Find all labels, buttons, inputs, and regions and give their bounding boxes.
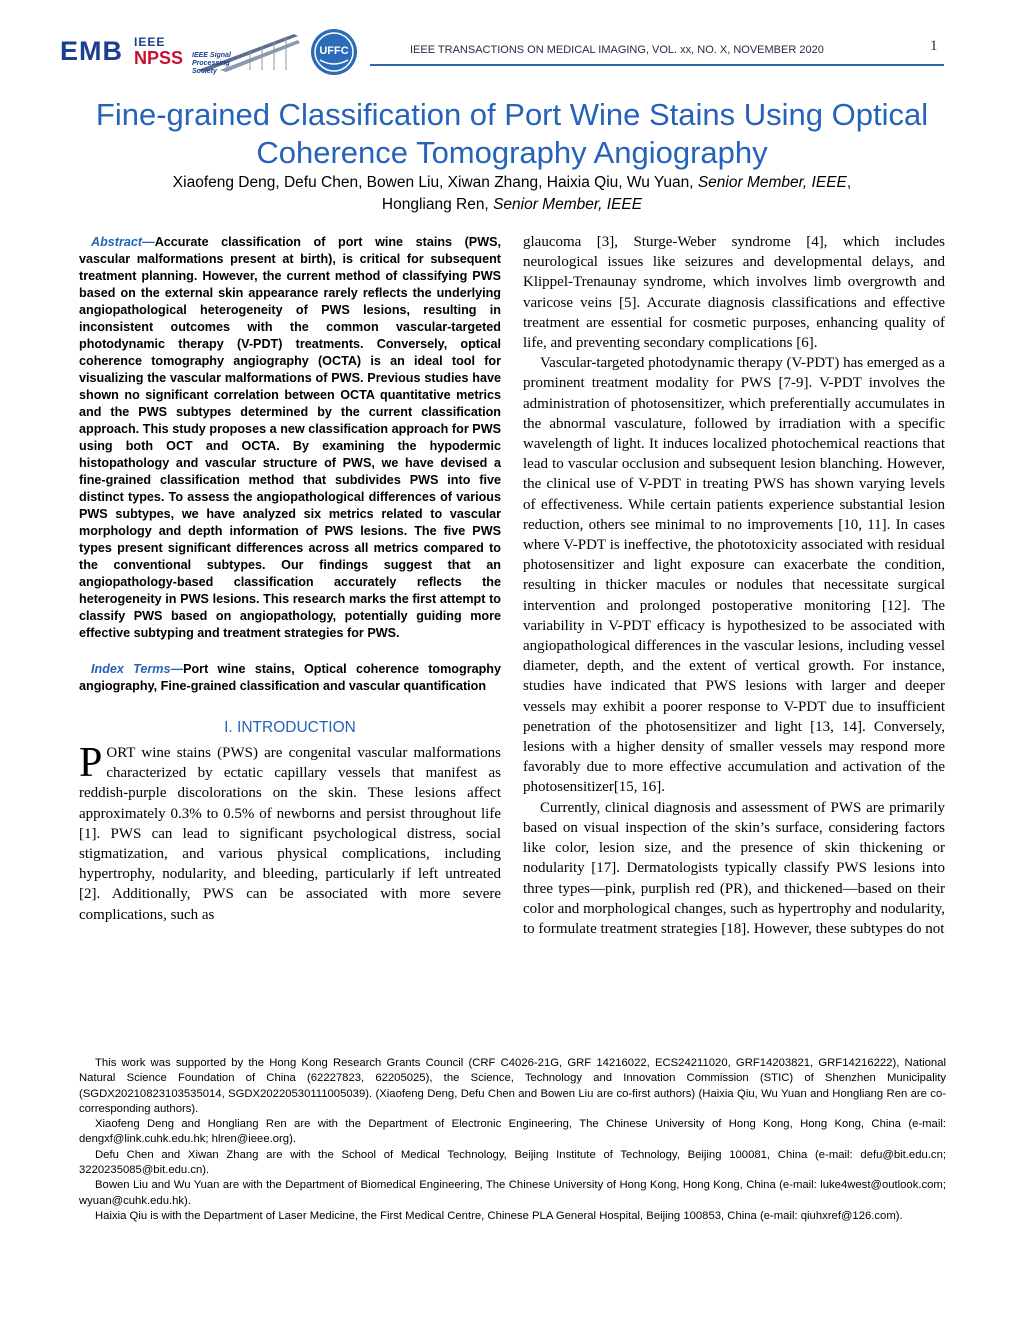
ieee-logo-text: IEEE — [134, 35, 166, 49]
footnotes — [79, 1056, 946, 1224]
author-role: Senior Member, IEEE — [493, 196, 643, 213]
abstract — [79, 234, 501, 642]
signal-processing-society-logo — [190, 30, 310, 74]
sps-logo-text: IEEE Signal Processing Society — [192, 52, 231, 75]
footnote-funding: This work was supported by the Hong Kong Research Grants Council (CRF C4026-21G, GRF 14216022, ECS24211020, GRF14203821, GRF14216222), National Natural Science Foundation of China (62227823, 62205025), the Science, Technology and Innovation Commission (STIC) of Shenzhen Municipality (SGDX20210823103535014, SGDX20220530111005039). (Xiaofeng Deng, Defu Chen and Bowen Liu are co-first authors) (Haixia Qiu, Wu Yuan and Hongliang Ren are co-corresponding authors). — [79, 1057, 946, 1115]
drop-cap: P — [79, 740, 103, 786]
author-names: Hongliang Ren, — [381, 196, 489, 213]
footnote-affiliation: Xiaofeng Deng and Hongliang Ren are with the Department of Electronic Engineering, The Chinese University of Hong Kong, Hong Kong, China (e-mail: dengxf@link.cuhk.edu.hk; hlren@ieee.org). — [79, 1118, 946, 1146]
uffc-logo — [310, 28, 358, 76]
left-column — [79, 234, 501, 925]
abstract-text: Accurate classification of port wine stains (PWS, vascular malformations present at birth), is critical for subsequent treatment planning. However, the current method of classifying PWS based on the external skin appearance rarely reflects the underlying angiopathological heterogeneity of PWS lesions, resulting in inconsistent outcomes with the common vascular-targeted photodynamic therapy (V-PDT) treatments. Conversely, optical coherence tomography angiography (OCTA) is an ideal tool for visualizing the vascular malformations of PWS. Previous studies have shown no significant correlation between OCTA quantitative metrics and the PWS subtypes determined by the current classification approach. This study proposes a new classification approach for PWS using both OCT and OCTA. By examining the hypodermic histopathology and vascular structure of PWS, we have devised a fine-grained classification method that subdivides PWS into five distinct types. To assess the angiopathological differences of various PWS subtypes, we have analyzed six metrics related to vascular morphology and depth information of PWS lesions. The five PWS types present significant differences across all metrics compared to the conventional subtypes. Our findings suggest that an angiopathology-based classification accurately reflects the heterogeneity in PWS lesions. This research marks the first attempt to classify PWS based on angiopathology, potentially guiding more effective subtyping and treatment strategies for PWS. — [79, 235, 501, 640]
intro-paragraph-3: Currently, clinical diagnosis and assessment of PWS are primarily based on visual inspection of the skin’s surface, considering factors like color, lesion size, and the presence of skin thickening or nodularity [17]. Dermatologists typically classify PWS lesions into three types—pink, purplish red (PR), and thickened—based on their color and morphological changes, such as hypertrophy and nodularity, to formulate treatment strategies [18]. However, these subtypes do not — [523, 799, 945, 937]
author-list: Xiaofeng Deng, Defu Chen, Bowen Liu, Xiwan Zhang, Haixia Qiu, Wu Yuan, Senior Member, IEEE, Hongliang Ren, Senior Member, IEEE — [172, 174, 852, 213]
section-heading-introduction: I. INTRODUCTION — [224, 719, 356, 736]
index-terms — [79, 661, 501, 695]
page-number: 1 — [930, 38, 938, 54]
society-logos — [60, 28, 360, 78]
paper-title: Fine-grained Classification of Port Wine Stains Using Optical Coherence Tomography Angiography — [95, 97, 929, 170]
journal-header: IEEE TRANSACTIONS ON MEDICAL IMAGING, VOL. xx, NO. X, NOVEMBER 2020 — [410, 44, 824, 56]
footnote-affiliation: Defu Chen and Xiwan Zhang are with the School of Medical Technology, Beijing Institute of Technology, Beijing 100081, China (e-mail: defu@bit.edu.cn; 3220235085@bit.edu.cn). — [79, 1148, 946, 1177]
right-column — [523, 232, 945, 939]
npss-logo: NPSS — [134, 48, 184, 68]
intro-paragraph-2: Vascular-targeted photodynamic therapy (V-PDT) has emerged as a prominent treatment modality for PWS [7-9]. V-PDT involves the administration of photosensitizer, which preferentially accumulates in the abnormal vasculature, followed by irradiation with a specific wavelength of light. It induces localized photochemical reactions that lead to vascular occlusion and subsequent lesion blanching. However, the clinical use of V-PDT in treating PWS has shown varying levels of effectiveness. While certain patients experience substantial lesion reduction, others see minimal to no improvements [10, 11]. In cases where V-PDT is ineffective, the phototoxicity associated with residual photosensitizer and light exposure can exacerbate the condition, resulting in thicker macules or nodules that necessitate surgical intervention and prolonged postoperative monitoring [12]. The variability in V-PDT efficacy is hypothesized to be associated with angiopathological differences in the vascular lesions, including vessel diameter, depth, and the extent of vertical growth. For instance, studies have indicated that PWS lesions with larger and deeper vessels may exhibit a poorer response to V-PDT due to insufficient penetration of the photosensitizer and light [13, 14]. Conversely, lesions with a higher density of smaller vessels may respond more favorably due to more effective accumulation and activation of the photosensitizer[15, 16]. — [523, 355, 945, 796]
footnote-affiliation: Bowen Liu and Wu Yuan are with the Department of Biomedical Engineering, The Chinese University of Hong Kong, Hong Kong, China (e-mail: luke4west@outlook.com; wyuan@cuhk.edu.hk). — [79, 1179, 946, 1207]
emb-logo: EMB — [60, 36, 123, 66]
abstract-label: Abstract— — [91, 235, 155, 249]
intro-paragraph-1-text: ORT wine stains (PWS) are congenital vascular malformations characterized by ectatic capillary vessels that manifest as reddish-purple discolorations on the skin. These lesions affect approximately 0.3% to 0.5% of newborns and persist throughout life [1]. PWS can lead to significant psychological distress, social stigmatization, and various physical complications, including hypertrophy, nodularity, and bleeding, particularly if left untreated [2]. Additionally, PWS can be associated with more severe complications, such as — [79, 745, 501, 923]
index-terms-text: Port wine stains, Optical coherence tomography angiography, Fine-grained classification and vascular quantification — [79, 662, 501, 693]
intro-paragraph-1 — [79, 740, 501, 925]
author-names: Xiaofeng Deng, Defu Chen, Bowen Liu, Xiwan Zhang, Haixia Qiu, Wu Yuan, — [172, 174, 694, 191]
author-role: Senior Member, IEEE — [697, 174, 847, 191]
index-terms-label: Index Terms— — [91, 662, 184, 676]
uffc-logo-text: UFFC — [319, 45, 349, 57]
header-rule — [370, 64, 944, 66]
intro-paragraph-1-continued: glaucoma [3], Sturge-Weber syndrome [4], which includes neurological issues like seizures and developmental delays, and Klippel-Trenaunay syndrome, which involves limb overgrowth and varicose veins [5]. Accurate diagnosis classifications and effective treatment are essential for cosmetic purposes, enhancing quality of life, and preventing secondary complications [6]. — [523, 234, 945, 352]
footnote-affiliation: Haixia Qiu is with the Department of Laser Medicine, the First Medical Centre, Chinese PLA General Hospital, Beijing 100853, China (e-mail: qiuhxref@126.com). — [95, 1209, 903, 1222]
